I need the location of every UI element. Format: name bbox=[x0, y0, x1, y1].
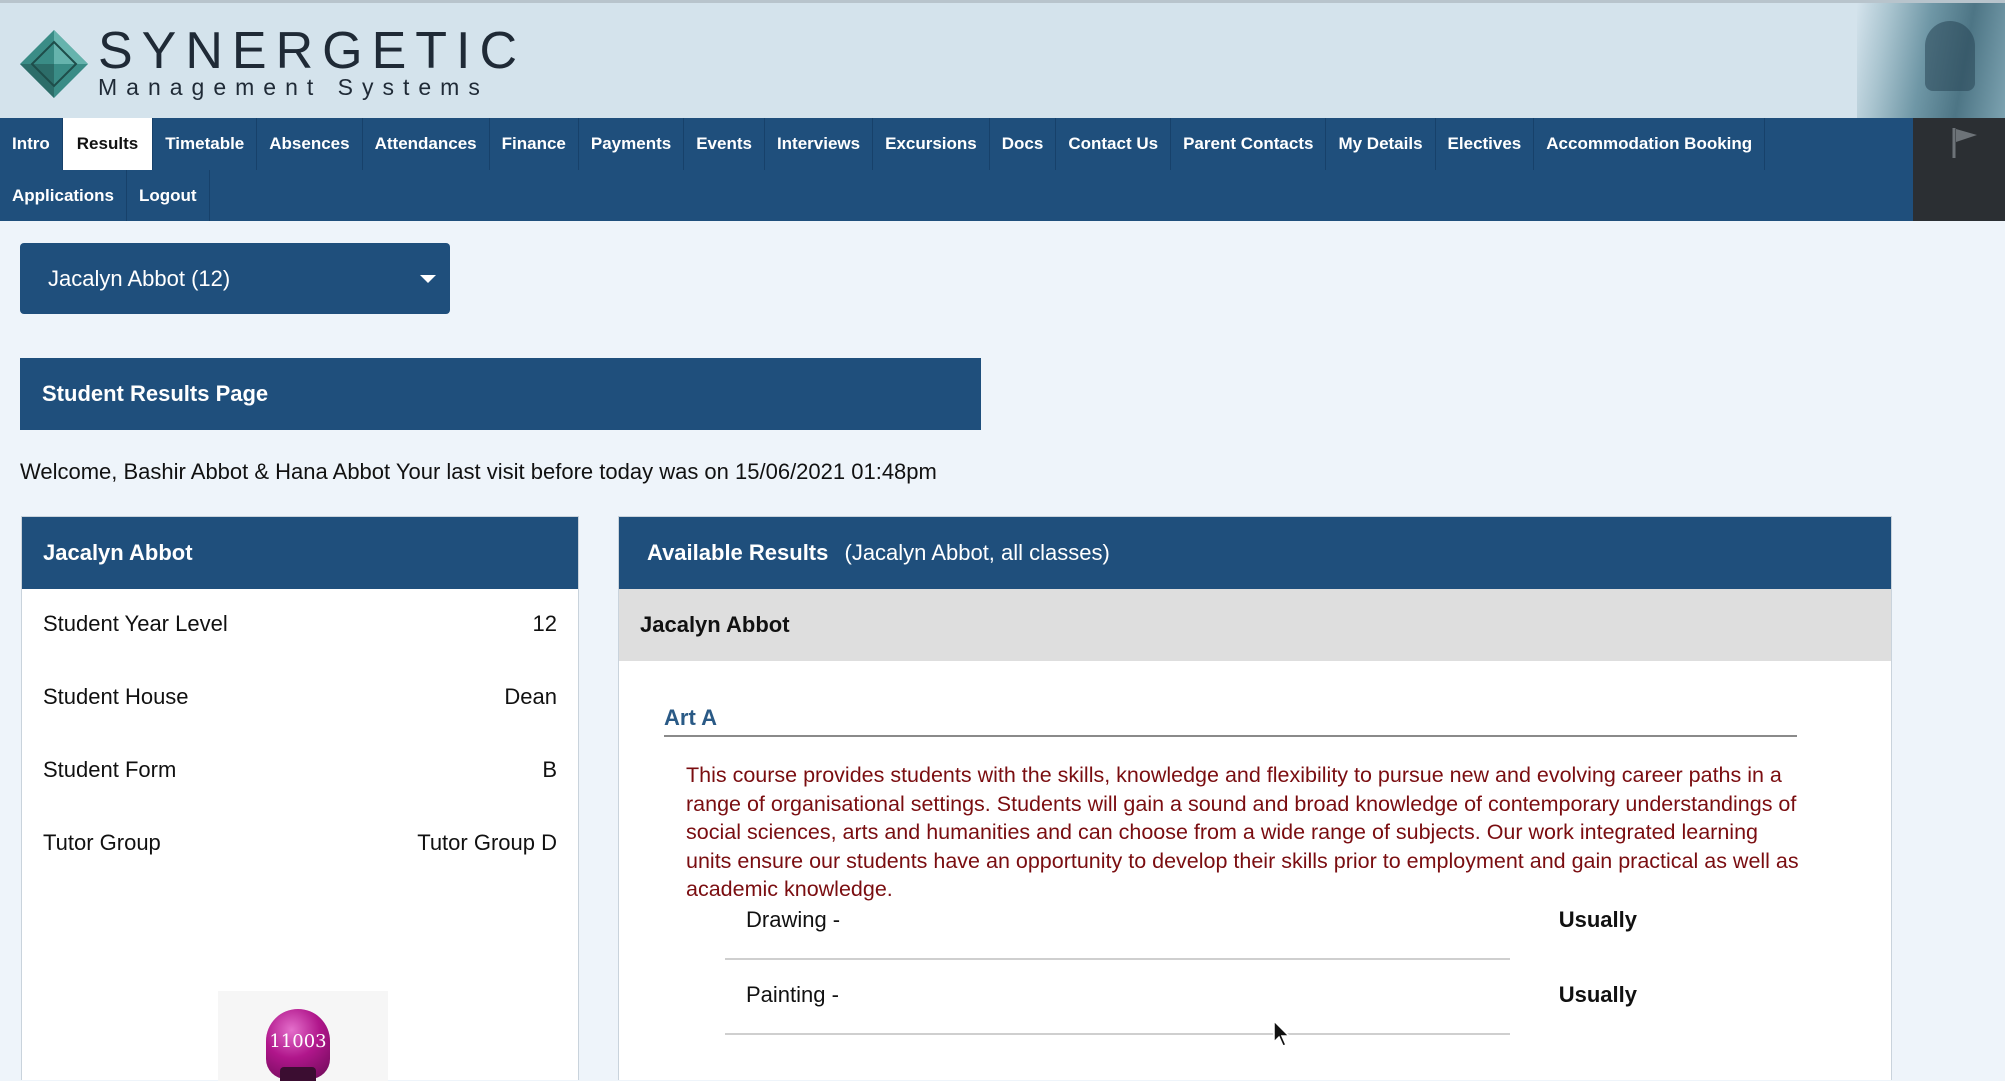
student-info-panel bbox=[21, 516, 579, 1080]
available-results-panel bbox=[618, 516, 1892, 1080]
nav-item-my-details[interactable]: My Details bbox=[1326, 118, 1435, 170]
nav-item-parent-contacts[interactable]: Parent Contacts bbox=[1171, 118, 1326, 170]
nav-item-payments[interactable]: Payments bbox=[579, 118, 684, 170]
nav-item-electives[interactable]: Electives bbox=[1436, 118, 1535, 170]
nav-item-intro[interactable]: Intro bbox=[0, 118, 63, 170]
nav-side-panel bbox=[1913, 118, 2005, 221]
nav-item-docs[interactable]: Docs bbox=[990, 118, 1057, 170]
result-row-drawing bbox=[725, 885, 1637, 959]
info-label: Tutor Group bbox=[43, 830, 161, 855]
info-value: Dean bbox=[504, 684, 557, 709]
mouse-cursor-icon bbox=[1273, 1020, 1291, 1048]
brand-tagline: Management Systems bbox=[98, 74, 489, 100]
info-row-form bbox=[43, 755, 557, 785]
nav-item-finance[interactable]: Finance bbox=[490, 118, 579, 170]
nav-item-interviews[interactable]: Interviews bbox=[765, 118, 873, 170]
results-student-name: Jacalyn Abbot bbox=[619, 589, 1891, 661]
result-label: Painting - bbox=[746, 982, 839, 1007]
selected-student: Jacalyn Abbot (12) bbox=[48, 266, 231, 291]
nav-row-1 bbox=[0, 118, 1765, 170]
info-value: Tutor Group D bbox=[417, 830, 557, 855]
avatar-neck bbox=[280, 1067, 316, 1081]
info-row-year-level bbox=[43, 609, 557, 639]
nav-item-applications[interactable]: Applications bbox=[0, 170, 127, 221]
nav-item-contact-us[interactable]: Contact Us bbox=[1056, 118, 1171, 170]
result-value: Usually bbox=[1558, 907, 1637, 932]
student-avatar bbox=[218, 991, 388, 1081]
course-description: This course provides students with the skills, knowledge and flexibility to pursue new and evolving career paths in a range of organisational settings. Students will gain a sound and broad knowledge of contemporary understandings of social sciences, arts and humanities and can choose from a wide range of subjects. Our work integrated learning units ensure our students have an opportunity to develop their skills prior to employment and gain practical as well as academic knowledge. bbox=[686, 763, 1799, 901]
results-title: Available Results bbox=[647, 540, 829, 565]
photo-figure bbox=[1925, 21, 1975, 91]
flag-icon[interactable] bbox=[1951, 126, 1979, 160]
nav-item-results[interactable]: Results bbox=[63, 118, 153, 170]
nav-item-events[interactable]: Events bbox=[684, 118, 765, 170]
nav-row-2 bbox=[0, 170, 210, 221]
synergetic-logo-icon bbox=[18, 28, 90, 100]
brand-name: SYNERGETIC bbox=[98, 22, 527, 80]
course-divider bbox=[664, 735, 1797, 737]
main-nav bbox=[0, 118, 1913, 221]
caret-down-icon bbox=[420, 275, 436, 283]
course-title: Art A bbox=[664, 705, 717, 730]
result-row-painting bbox=[725, 960, 1637, 1034]
site-header bbox=[0, 0, 2005, 118]
row-divider bbox=[725, 1033, 1510, 1035]
info-label: Student Form bbox=[43, 757, 177, 782]
nav-item-timetable[interactable]: Timetable bbox=[153, 118, 257, 170]
nav-item-accommodation-booking[interactable]: Accommodation Booking bbox=[1534, 118, 1765, 170]
result-label: Drawing - bbox=[746, 907, 841, 932]
nav-item-logout[interactable]: Logout bbox=[127, 170, 210, 221]
avatar-id: 11003 bbox=[269, 1031, 327, 1052]
info-label: Student Year Level bbox=[43, 611, 228, 636]
result-value: Usually bbox=[1558, 982, 1637, 1007]
nav-item-attendances[interactable]: Attendances bbox=[363, 118, 490, 170]
info-value: B bbox=[542, 757, 557, 782]
student-panel-title: Jacalyn Abbot bbox=[22, 517, 578, 589]
welcome-message: Welcome, Bashir Abbot & Hana Abbot Your last visit before today was on 15/06/2021 01:48pm bbox=[20, 459, 937, 484]
info-value: 12 bbox=[532, 611, 557, 636]
header-photo bbox=[1857, 3, 2005, 121]
page-title: Student Results Page bbox=[20, 358, 981, 430]
results-header bbox=[619, 517, 1891, 589]
info-label: Student House bbox=[43, 684, 189, 709]
nav-item-excursions[interactable]: Excursions bbox=[873, 118, 990, 170]
info-row-tutor-group bbox=[43, 828, 557, 858]
student-selector-dropdown[interactable] bbox=[20, 243, 450, 314]
results-subtitle: (Jacalyn Abbot, all classes) bbox=[844, 540, 1110, 565]
info-row-house bbox=[43, 682, 557, 712]
nav-item-absences[interactable]: Absences bbox=[257, 118, 362, 170]
